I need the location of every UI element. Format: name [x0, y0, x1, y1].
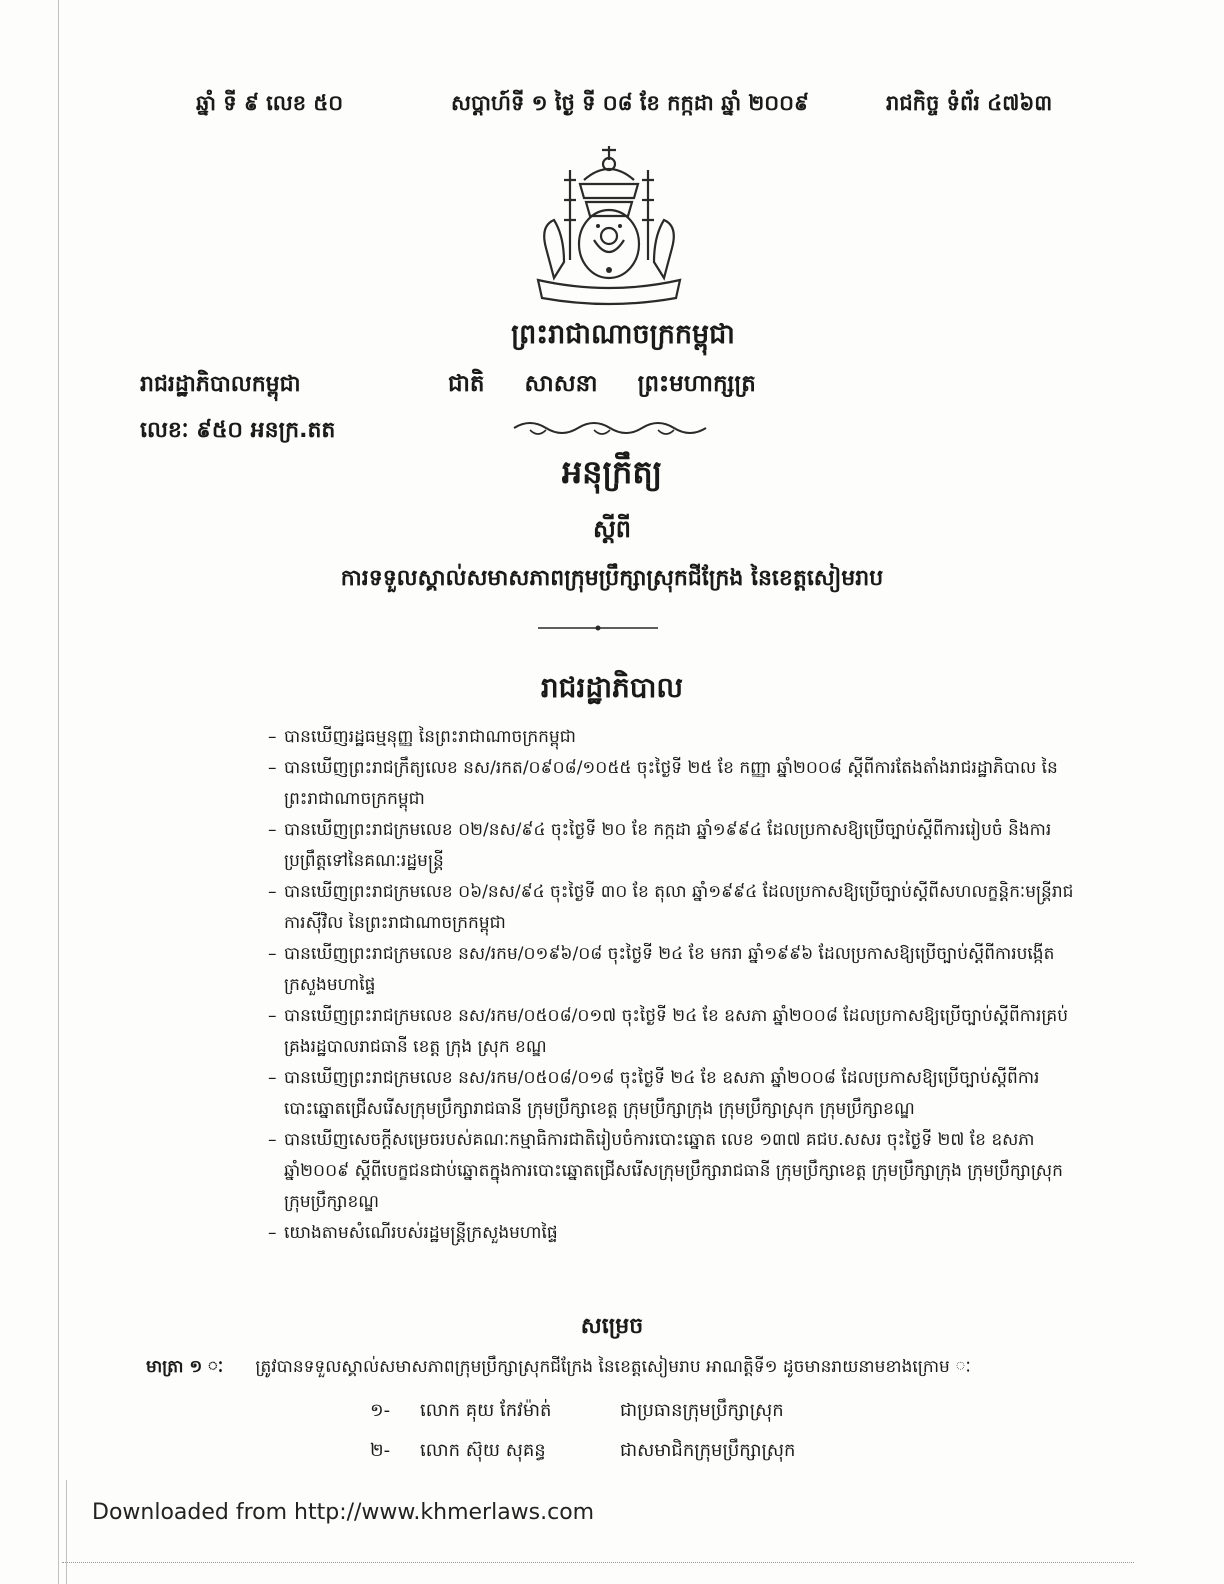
preamble-item: – យោងតាមសំណើរបស់រដ្ឋមន្ត្រីក្រសួងមហាផ្ទៃ: [268, 1218, 1088, 1249]
scan-edge-line-bottom: [66, 1480, 67, 1584]
document-number: លេខៈ ៩៥០ អនក្រ.តត: [140, 418, 336, 443]
member-name: លោក ស៊ុយ សុគន្ធ: [420, 1440, 546, 1461]
preamble-item: – បានឃើញសេចក្តីសម្រេចរបស់គណៈកម្មាធិការជាតិរៀបចំការបោះឆ្នោត លេខ ១៣៧ គជប.សសរ ចុះថ្ងៃទី ២៧ ខែ ឧសភា ឆ្នាំ២០០៩ ស្តីពីបេក្ខជនជាប់ឆ្នោតក្នុងការបោះឆ្នោតជ្រើសរើសក្រុមប្រឹក្សារាជធានី ក្រុមប្រឹក្សាខេត្ត ក្រុមប្រឹក្សាក្រុង ក្រុមប្រឹក្សាស្រុក ក្រុមប្រឹក្សាខណ្ឌ: [268, 1125, 1088, 1218]
ornament-divider-icon: [510, 416, 710, 440]
gazette-date: សប្ដាហ៍ទី ១ ថ្ងៃ ទី ០៨ ខែ កក្កដា ឆ្នាំ ២០០៩: [451, 91, 809, 115]
decision-heading: សម្រេច: [580, 1314, 644, 1339]
preamble-item: – បានឃើញរដ្ឋធម្មនុញ្ញ នៃព្រះរាជាណាចក្រកម្ពុជា: [268, 722, 1088, 753]
kingdom-title: ព្រះរាជាណាចក្រកម្ពុជា: [511, 319, 735, 350]
article-label: មាត្រា ១ ៈ: [146, 1357, 224, 1377]
document-about: ស្តីពី: [592, 515, 632, 543]
preamble-item: – បានឃើញព្រះរាជក្រមលេខ នស/រកម/០៥០៨/០១៧ ចុះថ្ងៃទី ២៤ ខែ ឧសភា ឆ្នាំ២០០៨ ដែលប្រកាសឱ្យប្រើច្បាប់ស្តីពីការគ្រប់គ្រងរដ្ឋបាលរាជធានី ខេត្ត ក្រុង ស្រុក ខណ្ឌ: [268, 1001, 1088, 1063]
motto-religion: សាសនា: [524, 371, 598, 397]
motto-nation: ជាតិ: [448, 371, 485, 397]
preamble-item: – បានឃើញព្រះរាជក្រមលេខ នស/រកម/០១៩៦/០៨ ចុះថ្ងៃទី ២៤ ខែ មករា ឆ្នាំ១៩៩៦ ដែលប្រកាសឱ្យប្រើច្បាប់ស្តីពីការបង្កើតក្រសួងមហាផ្ទៃ: [268, 939, 1088, 1001]
gazette-issue: ឆ្នាំ ទី ៩ លេខ ៥០: [196, 91, 344, 115]
national-motto: [448, 370, 788, 403]
issuer-name: រាជរដ្ឋាភិបាលកម្ពុជា: [140, 372, 301, 397]
gazette-page: រាជកិច្ច ទំព័រ ៤៧៦៣: [886, 91, 1053, 115]
document-subject: ការទទួលស្គាល់សមាសភាពក្រុមប្រឹក្សាស្រុកជីក្រែង នៃខេត្តសៀមរាប: [340, 566, 884, 591]
gazette-header: [196, 90, 1056, 120]
member-row: [370, 1438, 890, 1478]
article-1: [146, 1356, 1096, 1381]
member-name: លោក គុយ កែវម៉ាត់: [420, 1400, 552, 1421]
issuer-block: [140, 370, 335, 462]
download-source-footer: Downloaded from http://www.khmerlaws.com: [92, 1500, 595, 1525]
preamble-item: – បានឃើញព្រះរាជក្រឹត្យលេខ នស/រកត/០៩០៨/១០៥៥ ចុះថ្ងៃទី ២៥ ខែ កញ្ញា ឆ្នាំ២០០៨ ស្តីពីការតែងតាំងរាជរដ្ឋាភិបាល នៃព្រះរាជាណាចក្រកម្ពុជា: [268, 753, 1088, 815]
member-role: ជាប្រធានក្រុមប្រឹក្សាស្រុក: [620, 1400, 784, 1421]
member-list: [370, 1398, 890, 1478]
preamble-item: – បានឃើញព្រះរាជក្រមលេខ ០២/នស/៩៤ ចុះថ្ងៃទី ២០ ខែ កក្កដា ឆ្នាំ១៩៩៤ ដែលប្រកាសឱ្យប្រើច្បាប់ស្តីពីការរៀបចំ និងការប្រព្រឹត្តទៅនៃគណៈរដ្ឋមន្ត្រី: [268, 815, 1088, 877]
title-divider: [538, 624, 658, 632]
member-number: ២-: [370, 1440, 391, 1461]
scan-edge-line: [58, 0, 59, 1584]
member-number: ១-: [370, 1400, 391, 1421]
document-type: អនុក្រឹត្យ: [561, 453, 663, 491]
bottom-rule: [62, 1562, 1134, 1564]
article-text: ត្រូវបានទទួលស្គាល់សមាសភាពក្រុមប្រឹក្សាស្រុកជីក្រែង នៃខេត្តសៀមរាប អាណត្តិទី១ ដូចមានរាយនាមខាងក្រោម ៈ: [255, 1357, 971, 1377]
member-row: [370, 1398, 890, 1438]
motto-king: ព្រះមហាក្សត្រ: [637, 371, 756, 397]
royal-emblem-icon: [524, 140, 694, 310]
preamble-item: – បានឃើញព្រះរាជក្រមលេខ នស/រកម/០៥០៨/០១៨ ចុះថ្ងៃទី ២៤ ខែ ឧសភា ឆ្នាំ២០០៨ ដែលប្រកាសឱ្យប្រើច្បាប់ស្តីពីការបោះឆ្នោតជ្រើសរើសក្រុមប្រឹក្សារាជធានី ក្រុមប្រឹក្សាខេត្ត ក្រុមប្រឹក្សាក្រុង ក្រុមប្រឹក្សាស្រុក ក្រុមប្រឹក្សាខណ្ឌ: [268, 1063, 1088, 1125]
member-role: ជាសមាជិកក្រុមប្រឹក្សាស្រុក: [620, 1440, 796, 1461]
preamble-item: – បានឃើញព្រះរាជក្រមលេខ ០៦/នស/៩៤ ចុះថ្ងៃទី ៣០ ខែ តុលា ឆ្នាំ១៩៩៤ ដែលប្រកាសឱ្យប្រើច្បាប់ស្តីពីសហលក្ខន្តិកៈមន្ត្រីរាជការស៊ីវិល នៃព្រះរាជាណាចក្រកម្ពុជា: [268, 877, 1088, 939]
preamble-list: [268, 722, 1088, 1249]
government-heading: រាជរដ្ឋាភិបាល: [540, 671, 684, 704]
